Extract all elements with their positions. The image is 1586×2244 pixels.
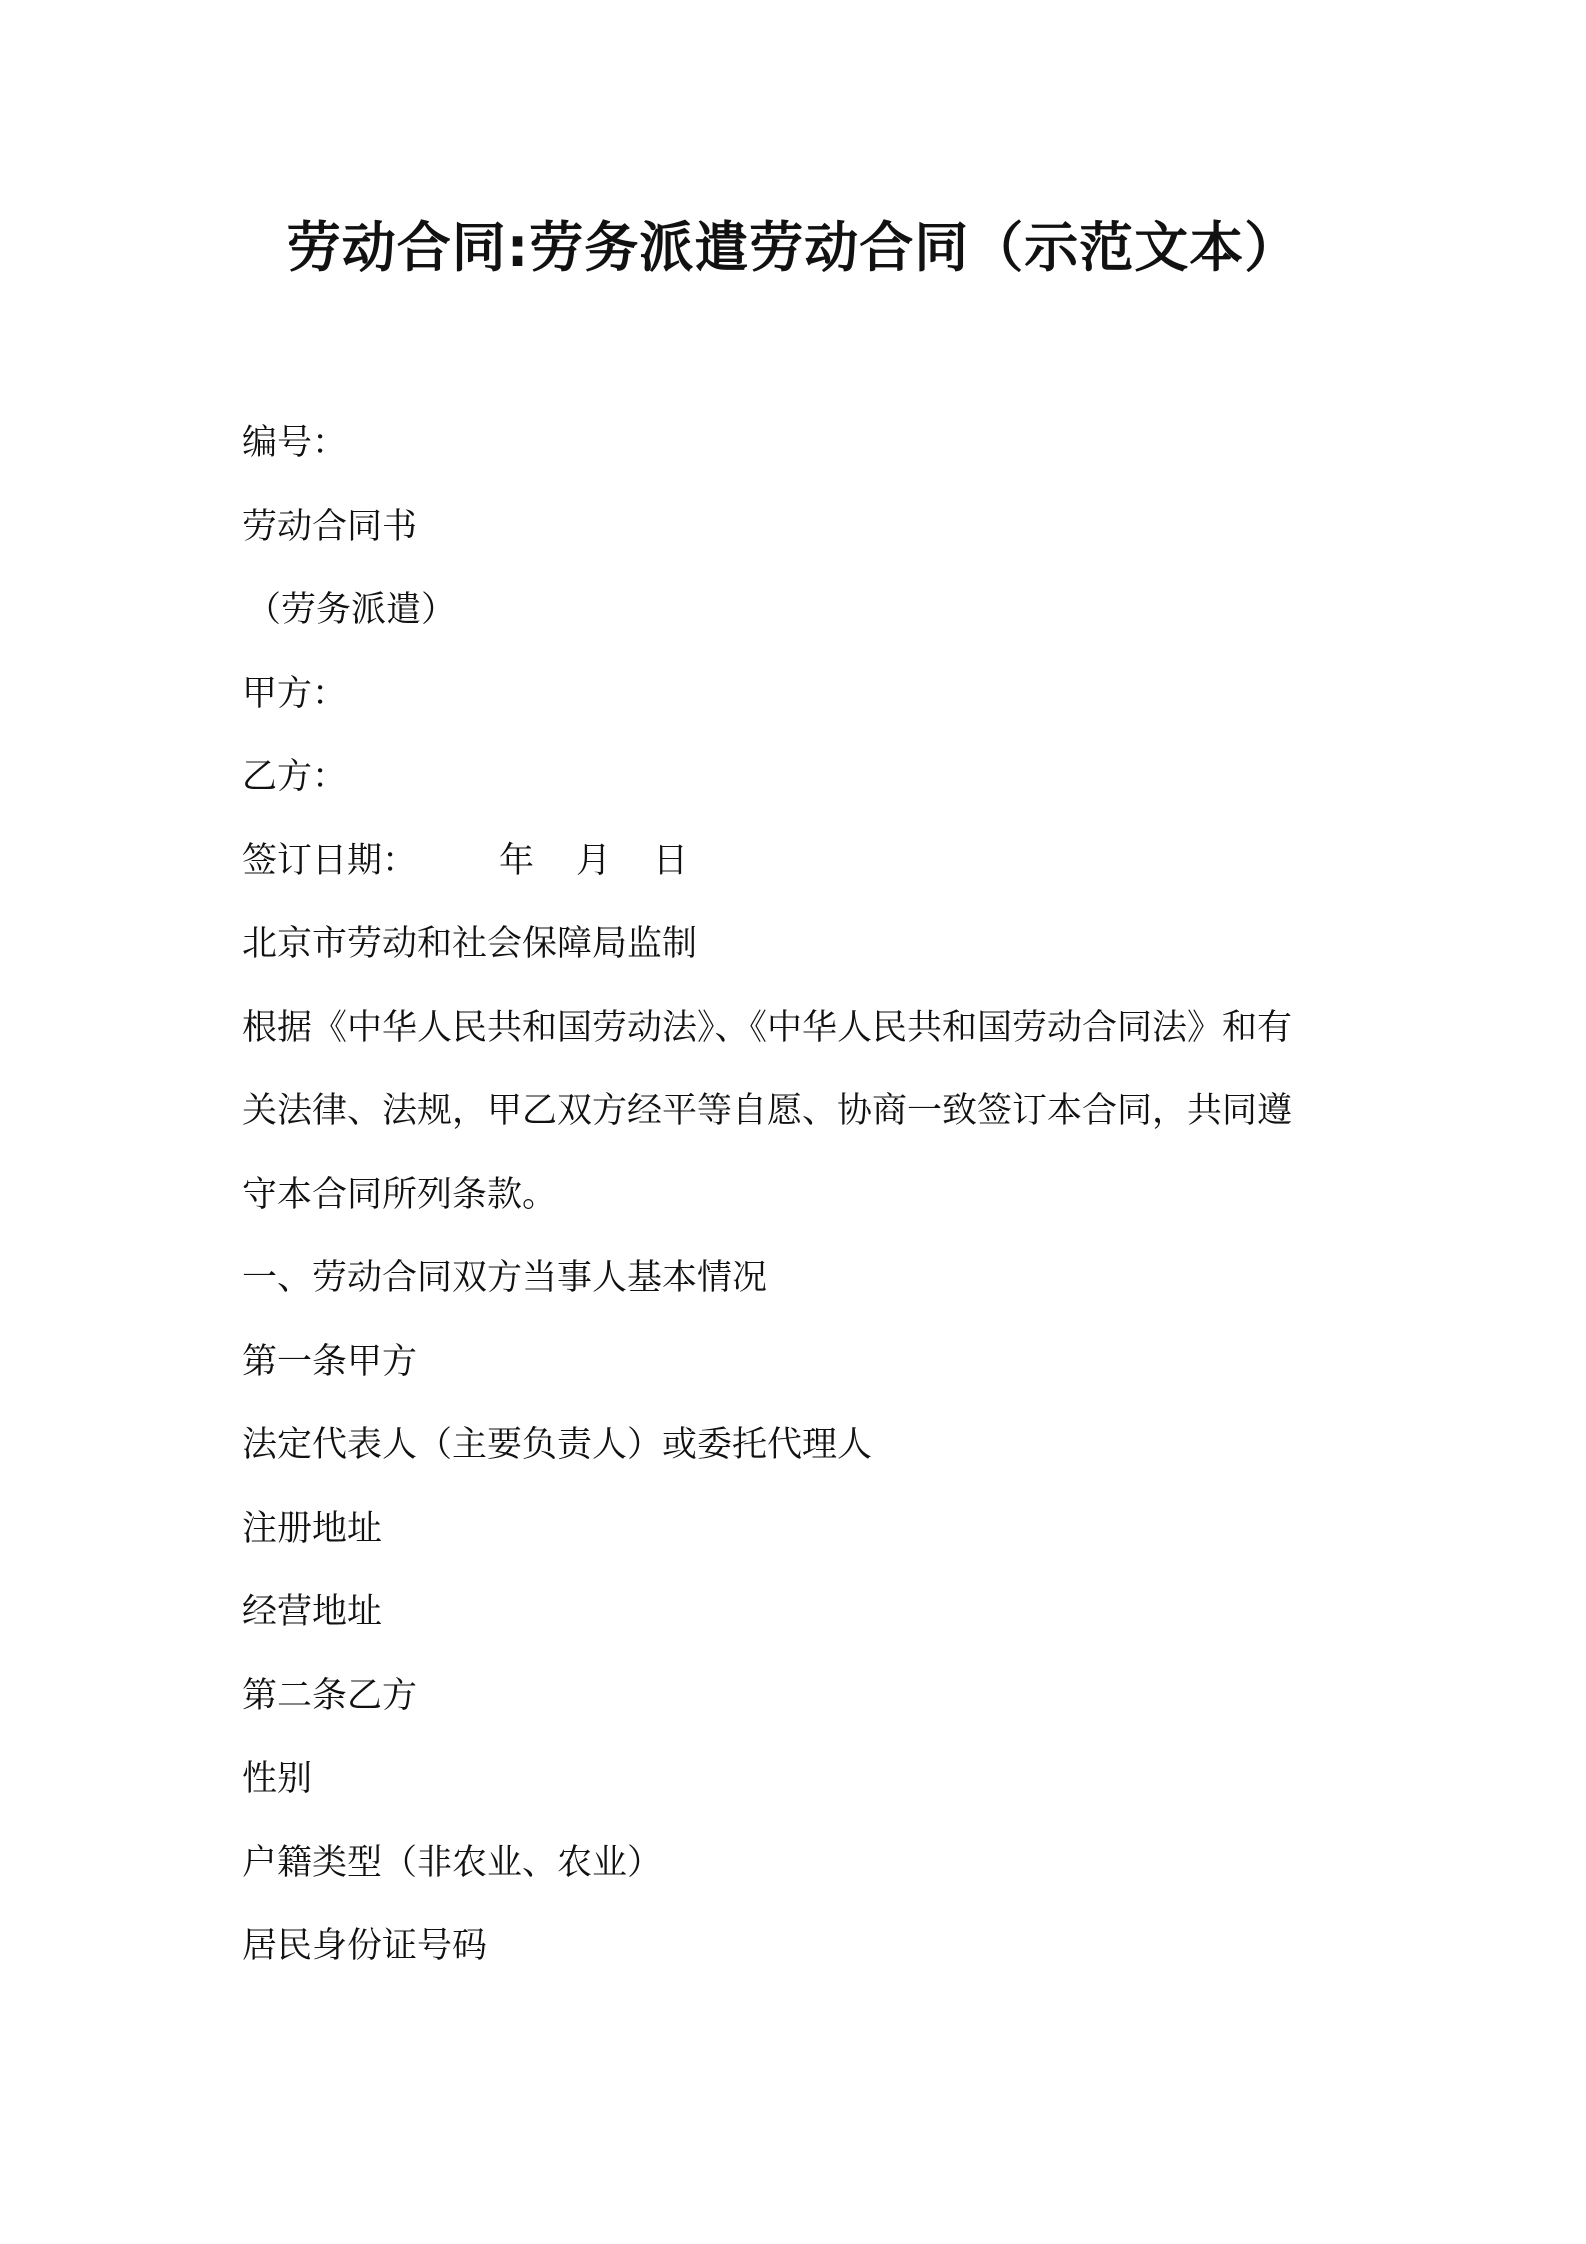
household-type-field: 户籍类型（非农业、农业） [242, 1842, 663, 1883]
preamble-line-1: 根据《中华人民共和国劳动法》、《中华人民共和国劳动合同法》和有 [242, 1007, 1293, 1048]
registered-address-field: 注册地址 [242, 1508, 383, 1549]
year-label: 年 [499, 840, 535, 881]
document-title: 劳动合同:劳务派遣劳动合同（示范文本） [286, 216, 1300, 279]
document-body [242, 402, 1362, 1989]
legal-representative-field: 法定代表人（主要负责人）或委托代理人 [242, 1425, 873, 1465]
article-1-heading: 第一条甲方 [242, 1341, 418, 1382]
sign-date-label: 签订日期： [242, 840, 418, 881]
article-2-heading: 第二条乙方 [242, 1675, 418, 1716]
contract-book-heading: 劳动合同书 [242, 506, 418, 547]
day-label: 日 [653, 840, 689, 881]
month-label: 月 [576, 840, 612, 881]
id-number-field: 居民身份证号码 [242, 1926, 488, 1966]
sign-date-line [242, 820, 1362, 904]
party-b-label: 乙方： [242, 757, 348, 797]
preamble-line-2: 关法律、法规，甲乙双方经平等自愿、协商一致签订本合同，共同遵 [242, 1091, 1293, 1131]
preamble-line-3: 守本合同所列条款。 [242, 1174, 558, 1215]
business-address-field: 经营地址 [242, 1592, 383, 1632]
contract-number-label: 编号： [242, 423, 348, 463]
section-1-heading: 一、劳动合同双方当事人基本情况 [242, 1258, 768, 1298]
dispatch-subheading: （劳务派遣） [246, 590, 457, 630]
gender-field: 性别 [242, 1759, 313, 1799]
party-a-label: 甲方： [242, 673, 348, 714]
supervisor-line: 北京市劳动和社会保障局监制 [242, 924, 698, 964]
